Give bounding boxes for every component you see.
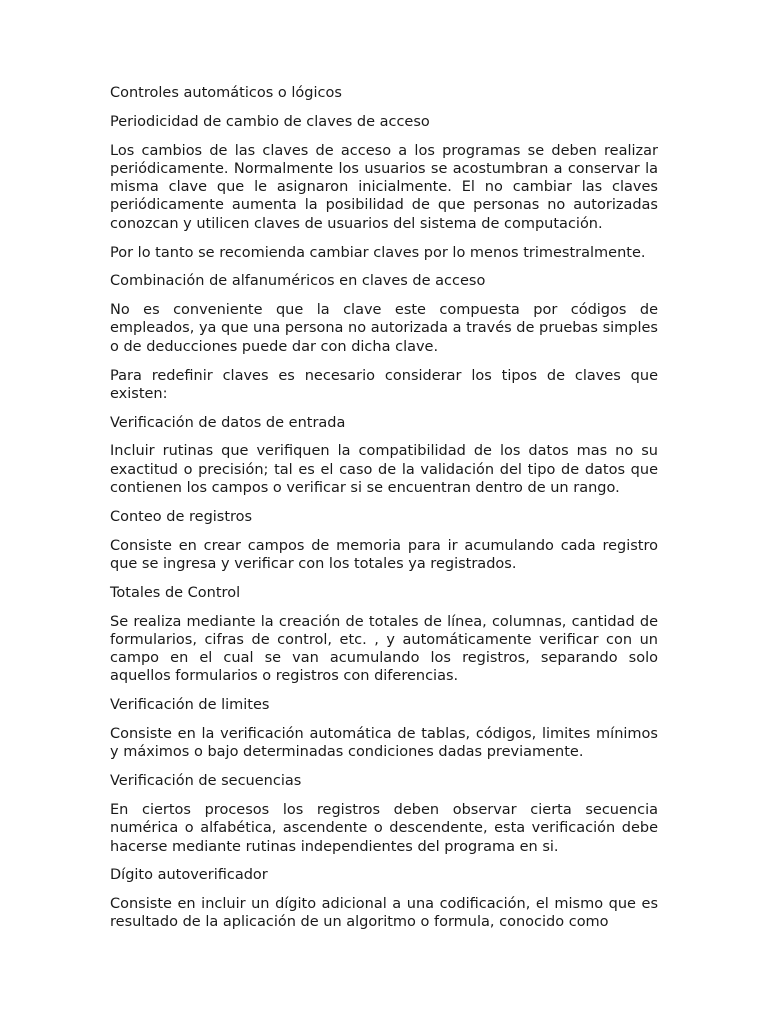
section-heading: Combinación de alfanuméricos en claves de acceso xyxy=(110,273,486,290)
section-heading: Totales de Control xyxy=(110,584,241,601)
section-heading: Verificación de secuencias xyxy=(110,773,302,790)
section-heading: Dígito autoverificador xyxy=(110,867,268,884)
section-paragraph: Incluir rutinas que verifiquen la compatibilidad de los datos mas no su exactitud o precisión; tal es el caso de la validación del tipo de datos que contienen los campos o verificar si se encuentran dentro de un rango. xyxy=(110,443,658,497)
section-paragraph: Para redefinir claves es necesario considerar los tipos de claves que existen: xyxy=(110,367,658,402)
section-heading: Conteo de registros xyxy=(110,508,253,525)
section-heading: Verificación de limites xyxy=(110,697,270,714)
document-title: Controles automáticos o lógicos xyxy=(110,85,342,101)
section-paragraph: Por lo tanto se recomienda cambiar claves por lo menos trimestralmente. xyxy=(110,244,646,261)
section-paragraph: Se realiza mediante la creación de totales de línea, columnas, cantidad de formularios, cifras de control, etc. , y automáticamente verificar con un campo en el cual se van acumulando los registros, separando solo aquellos formularios o registros con diferencias. xyxy=(110,613,658,685)
section-paragraph: No es conveniente que la clave este compuesta por códigos de empleados, ya que una persona no autorizada a través de pruebas simples o de deducciones puede dar con dicha clave. xyxy=(110,302,658,355)
section-paragraph: En ciertos procesos los registros deben observar cierta secuencia numérica o alfabética, ascendente o descendente, esta verificación debe hacerse mediante rutinas independientes del programa en si. xyxy=(110,801,658,855)
section-paragraph: Consiste en la verificación automática de tablas, códigos, limites mínimos y máximos o bajo determinadas condiciones dadas previamente. xyxy=(110,726,658,761)
section-paragraph: Consiste en crear campos de memoria para ir acumulando cada registro que se ingresa y verificar con los totales ya registrados. xyxy=(110,537,658,572)
section-heading: Verificación de datos de entrada xyxy=(110,414,346,431)
section-paragraph: Los cambios de las claves de acceso a los programas se deben realizar periódicamente. Normalmente los usuarios se acostumbran a conservar la misma clave que le asignaron inicialmente. El no cambiar las claves periódicamente aumenta la posibilidad de que personas no autorizadas conozcan y utilicen claves de usuarios del sistema de computación. xyxy=(110,142,658,232)
section-paragraph: Consiste en incluir un dígito adicional a una codificación, el mismo que es resultado de la aplicación de un algoritmo o formula, conocido como xyxy=(110,896,658,931)
document-page xyxy=(110,84,658,942)
section-heading: Periodicidad de cambio de claves de acceso xyxy=(110,113,430,130)
